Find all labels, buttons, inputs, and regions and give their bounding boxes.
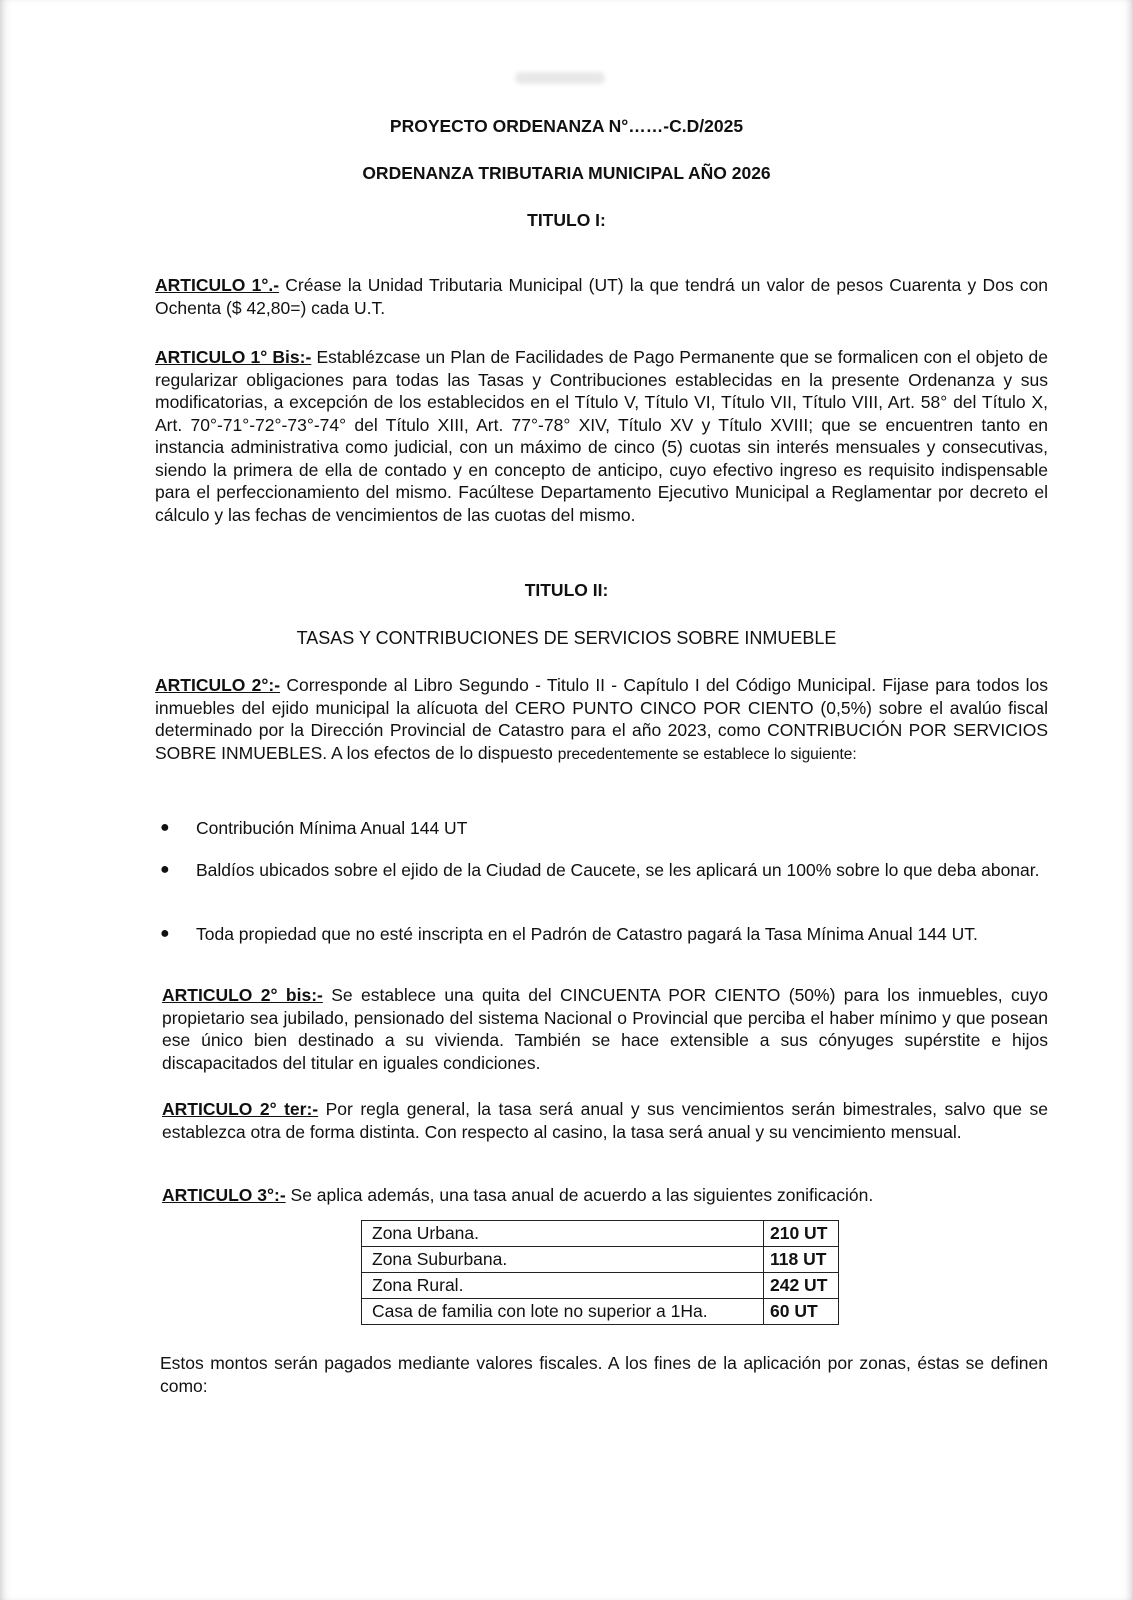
article-1 xyxy=(155,274,1048,319)
bullet-text: Baldíos ubicados sobre el ejido de la Ciudad de Caucete, se les aplicará un 100% sobre lo que deba abonar. xyxy=(196,860,1040,880)
titulo-2-heading: TITULO II: xyxy=(524,580,609,600)
zone-name: Zona Rural. xyxy=(362,1273,764,1299)
article-1-bis-text: Establézcase un Plan de Facilidades de Pago Permanente que se formalicen con el objeto de regularizar obligaciones para todas las Tasas y Contribuciones establecidas en la presente Ordenanza y sus modificatorias, a excepción de los establecidos en el Título V, Título VI, Título VII, Título VIII, Art. 58° del Título X, Art. 70°-71°-72°-73°-74° del Título XIII, Art. 77°-78° XIV, Título XV y Título XVIII; que se encuentren tanto en instancia administrativa como judicial, con un máximo de cinco (5) cuotas sin interés mensuales y consecutivas, siendo la primera de ella de contado y en concepto de anticipo, cuyo efectivo ingreso es requisito indispensable para el perfeccionamiento del mismo. Facúltese Departamento Ejecutivo Municipal a Reglamentar por decreto el cálculo y las fechas de vencimientos de las cuotas del mismo. xyxy=(155,347,1048,525)
article-1-bis-heading: ARTICULO 1° Bis:- xyxy=(155,347,312,367)
article-2-ter-text: Por regla general, la tasa será anual y sus vencimientos serán bimestrales, salvo que se establezca otra de forma distinta. Con respecto al casino, la tasa será anual y su vencimiento mensual. xyxy=(162,1099,1048,1142)
zones-table xyxy=(361,1220,839,1325)
article-1-heading: ARTICULO 1°.- xyxy=(155,275,280,295)
article-2-heading: ARTICULO 2°:- xyxy=(155,675,281,695)
bullet-icon: ● xyxy=(160,819,170,836)
scan-smudge xyxy=(515,72,605,84)
document-title: PROYECTO ORDENANZA N°……-C.D/2025 xyxy=(389,116,744,136)
article-1-text: Créase la Unidad Tributaria Municipal (UT) la que tendrá un valor de pesos Cuarenta y Dos con Ochenta ($ 42,80=) cada U.T. xyxy=(155,275,1048,318)
closing-paragraph: Estos montos serán pagados mediante valores fiscales. A los fines de la aplicación por zonas, éstas se definen como: xyxy=(160,1353,1048,1396)
article-3 xyxy=(162,1184,1048,1207)
table-row xyxy=(362,1221,839,1247)
bullet-text: Contribución Mínima Anual 144 UT xyxy=(196,818,468,838)
article-2-bis-text: Se establece una quita del CINCUENTA POR CIENTO (50%) para los inmuebles, cuyo propietario sea jubilado, pensionado del sistema Nacional o Provincial que perciba el haber mínimo y que posean ese único bien destinado a su vivienda. También se hace extensible a sus cónyuges supérstite e hijos discapacitados del titular en iguales condiciones. xyxy=(162,985,1048,1073)
table-row xyxy=(362,1299,839,1325)
zone-name: Zona Urbana. xyxy=(362,1221,764,1247)
zone-name: Zona Suburbana. xyxy=(362,1247,764,1273)
article-2-bis-heading: ARTICULO 2° bis:- xyxy=(162,985,323,1005)
table-row xyxy=(362,1247,839,1273)
article-2-ter-heading: ARTICULO 2° ter:- xyxy=(162,1099,319,1119)
article-3-text: Se aplica además, una tasa anual de acuerdo a las siguientes zonificación. xyxy=(285,1185,874,1205)
zone-value: 60 UT xyxy=(764,1299,839,1325)
article-2-text-end: precedentemente se establece lo siguiente: xyxy=(557,745,857,763)
table-row xyxy=(362,1273,839,1299)
titulo-2-subtitle: TASAS Y CONTRIBUCIONES DE SERVICIOS SOBRE INMUEBLE xyxy=(296,628,837,648)
zone-value: 118 UT xyxy=(764,1247,839,1273)
zone-value: 242 UT xyxy=(764,1273,839,1299)
document-subtitle: ORDENANZA TRIBUTARIA MUNICIPAL AÑO 2026 xyxy=(362,163,771,183)
bullet-icon: ● xyxy=(160,861,170,878)
article-2 xyxy=(155,674,1048,766)
zone-value: 210 UT xyxy=(764,1221,839,1247)
bullet-icon: ● xyxy=(160,925,170,942)
zone-name: Casa de familia con lote no superior a 1Ha. xyxy=(362,1299,764,1325)
bullet-text: Toda propiedad que no esté inscripta en el Padrón de Catastro pagará la Tasa Mínima Anual 144 UT. xyxy=(196,924,978,944)
article-2-ter xyxy=(162,1098,1048,1143)
article-1-bis xyxy=(155,346,1048,526)
article-2-text: Corresponde al Libro Segundo - Titulo II - Capítulo I del Código Municipal. Fijase para todos los inmuebles del ejido municipal la alícuota del CERO PUNTO CINCO POR CIENTO (0,5%) sobre el avalúo fiscal determinado por la Dirección Provincial de Catastro para el año 2023, como CONTRIBUCIÓN POR SERVICIOS SOBRE INMUEBLES. A los efectos de lo dispuesto xyxy=(155,675,1048,763)
article-2-bis xyxy=(162,984,1048,1074)
titulo-1-heading: TITULO I: xyxy=(527,210,606,230)
article-3-heading: ARTICULO 3°:- xyxy=(162,1185,286,1205)
